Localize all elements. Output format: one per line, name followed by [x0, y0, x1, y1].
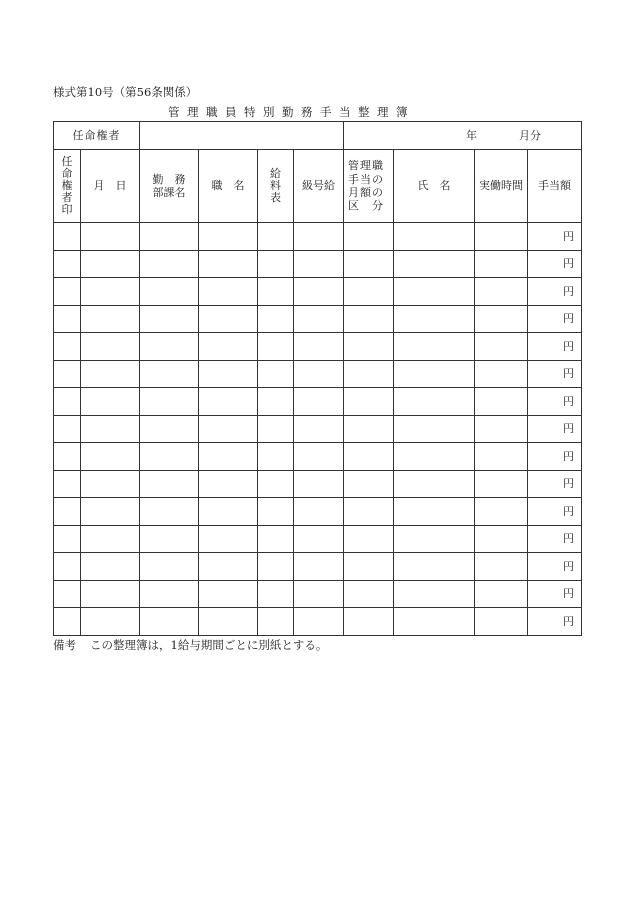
- salary-table-cell[interactable]: [258, 305, 294, 333]
- actual-hours-cell[interactable]: [475, 498, 528, 526]
- actual-hours-cell[interactable]: [475, 223, 528, 251]
- date-cell[interactable]: [81, 360, 140, 388]
- salary-table-cell[interactable]: [258, 525, 294, 553]
- mgmt-line-1: 管理職: [348, 159, 384, 173]
- allowance-amount-cell[interactable]: 円: [528, 250, 582, 278]
- date-cell[interactable]: [81, 305, 140, 333]
- name-cell[interactable]: [394, 470, 475, 498]
- table-row: [54, 250, 582, 278]
- position-cell[interactable]: [199, 525, 258, 553]
- date-cell[interactable]: [81, 333, 140, 361]
- col-header-grade: 級号給: [294, 150, 344, 223]
- department-cell[interactable]: [140, 443, 199, 471]
- department-cell[interactable]: [140, 553, 199, 581]
- period-field[interactable]: [344, 122, 582, 150]
- allowance-ledger-table: [53, 121, 582, 636]
- grade-cell[interactable]: [294, 525, 344, 553]
- grade-cell[interactable]: [294, 333, 344, 361]
- allowance-amount-cell[interactable]: 円: [528, 553, 582, 581]
- grade-cell[interactable]: [294, 388, 344, 416]
- position-cell[interactable]: [199, 580, 258, 608]
- allowance-amount-cell[interactable]: 円: [528, 415, 582, 443]
- salary-table-cell[interactable]: [258, 278, 294, 306]
- mgmt-allowance-cell[interactable]: [344, 278, 394, 306]
- mgmt-allowance-cell[interactable]: [344, 470, 394, 498]
- allowance-amount-cell[interactable]: 円: [528, 388, 582, 416]
- seal-cell[interactable]: [54, 333, 81, 361]
- table-row: [54, 333, 582, 361]
- grade-cell[interactable]: [294, 580, 344, 608]
- seal-cell[interactable]: [54, 470, 81, 498]
- allowance-amount-cell[interactable]: 円: [528, 223, 582, 251]
- position-cell[interactable]: [199, 388, 258, 416]
- grade-cell[interactable]: [294, 305, 344, 333]
- actual-hours-cell[interactable]: [475, 305, 528, 333]
- position-cell[interactable]: [199, 305, 258, 333]
- col-header-position: 職 名: [199, 150, 258, 223]
- actual-hours-cell[interactable]: [475, 360, 528, 388]
- name-cell[interactable]: [394, 360, 475, 388]
- table-row: [54, 443, 582, 471]
- position-cell[interactable]: [199, 223, 258, 251]
- name-cell[interactable]: [394, 250, 475, 278]
- salary-table-cell[interactable]: [258, 443, 294, 471]
- mgmt-line-2: 手当の: [348, 172, 384, 186]
- mgmt-line-3: 月額の: [348, 186, 384, 199]
- column-header-row: [54, 150, 582, 223]
- department-cell[interactable]: [140, 470, 199, 498]
- seal-cell[interactable]: [54, 553, 81, 581]
- table-row: [54, 360, 582, 388]
- department-cell[interactable]: [140, 333, 199, 361]
- date-cell[interactable]: [81, 608, 140, 636]
- table-row: [54, 415, 582, 443]
- appointer-field[interactable]: [140, 122, 344, 150]
- actual-hours-cell[interactable]: [475, 388, 528, 416]
- name-cell[interactable]: [394, 580, 475, 608]
- name-cell[interactable]: [394, 443, 475, 471]
- seal-cell[interactable]: [54, 608, 81, 636]
- remarks-text: この整理簿は，1給与期間ごとに別紙とする。: [90, 638, 328, 652]
- name-cell[interactable]: [394, 553, 475, 581]
- grade-cell[interactable]: [294, 553, 344, 581]
- department-cell[interactable]: [140, 360, 199, 388]
- salary-table-cell[interactable]: [258, 498, 294, 526]
- allowance-amount-cell[interactable]: 円: [528, 443, 582, 471]
- salary-table-cell[interactable]: [258, 333, 294, 361]
- allowance-amount-cell[interactable]: 円: [528, 580, 582, 608]
- name-cell[interactable]: [394, 223, 475, 251]
- date-cell[interactable]: [81, 498, 140, 526]
- name-cell[interactable]: [394, 498, 475, 526]
- col-header-salary-table: 給料表: [258, 150, 294, 223]
- actual-hours-cell[interactable]: [475, 250, 528, 278]
- date-cell[interactable]: [81, 278, 140, 306]
- seal-cell[interactable]: [54, 388, 81, 416]
- date-cell[interactable]: [81, 223, 140, 251]
- allowance-amount-cell[interactable]: 円: [528, 470, 582, 498]
- salary-table-cell[interactable]: [258, 250, 294, 278]
- allowance-amount-cell[interactable]: 円: [528, 333, 582, 361]
- table-row: [54, 553, 582, 581]
- remarks: [53, 637, 327, 653]
- name-cell[interactable]: [394, 388, 475, 416]
- appointer-label: 任命権者: [54, 122, 140, 150]
- salary-table-cell[interactable]: [258, 580, 294, 608]
- seal-cell[interactable]: [54, 278, 81, 306]
- date-cell[interactable]: [81, 580, 140, 608]
- department-cell[interactable]: [140, 223, 199, 251]
- grade-cell[interactable]: [294, 250, 344, 278]
- date-cell[interactable]: [81, 443, 140, 471]
- col-header-actual-hours: 実働時間: [475, 150, 528, 223]
- position-cell[interactable]: [199, 250, 258, 278]
- col-header-seal: 任命権者印: [54, 150, 81, 223]
- department-cell[interactable]: [140, 305, 199, 333]
- grade-cell[interactable]: [294, 360, 344, 388]
- grade-cell[interactable]: [294, 470, 344, 498]
- seal-cell[interactable]: [54, 250, 81, 278]
- actual-hours-cell[interactable]: [475, 333, 528, 361]
- mgmt-allowance-cell[interactable]: [344, 223, 394, 251]
- grade-cell[interactable]: [294, 443, 344, 471]
- name-cell[interactable]: [394, 278, 475, 306]
- grade-cell[interactable]: [294, 498, 344, 526]
- mgmt-allowance-cell[interactable]: [344, 305, 394, 333]
- department-cell[interactable]: [140, 250, 199, 278]
- table-row: [54, 278, 582, 306]
- seal-cell[interactable]: [54, 415, 81, 443]
- department-cell[interactable]: [140, 388, 199, 416]
- position-cell[interactable]: [199, 278, 258, 306]
- form-number: 様式第10号（第56条関係）: [53, 85, 198, 99]
- position-cell[interactable]: [199, 553, 258, 581]
- mgmt-allowance-cell[interactable]: [344, 525, 394, 553]
- table-row: [54, 470, 582, 498]
- salary-table-cell[interactable]: [258, 470, 294, 498]
- remarks-label: 備考: [53, 638, 76, 652]
- actual-hours-cell[interactable]: [475, 608, 528, 636]
- seal-cell[interactable]: [54, 443, 81, 471]
- allowance-amount-cell[interactable]: 円: [528, 608, 582, 636]
- department-cell[interactable]: [140, 580, 199, 608]
- mgmt-allowance-cell[interactable]: [344, 415, 394, 443]
- form-title: 管理職員特別勤務手当整理簿: [168, 105, 415, 119]
- period-month-label: 月分: [519, 128, 541, 142]
- mgmt-allowance-cell[interactable]: [344, 388, 394, 416]
- col-header-date: 月 日: [81, 150, 140, 223]
- name-cell[interactable]: [394, 333, 475, 361]
- name-cell[interactable]: [394, 608, 475, 636]
- salary-table-cell[interactable]: [258, 223, 294, 251]
- date-cell[interactable]: [81, 415, 140, 443]
- date-cell[interactable]: [81, 470, 140, 498]
- ledger-body: [54, 223, 582, 636]
- grade-cell[interactable]: [294, 223, 344, 251]
- position-cell[interactable]: [199, 333, 258, 361]
- date-cell[interactable]: [81, 525, 140, 553]
- mgmt-allowance-cell[interactable]: [344, 580, 394, 608]
- col-header-allowance-amount: 手当額: [528, 150, 582, 223]
- mgmt-allowance-cell[interactable]: [344, 250, 394, 278]
- salary-table-cell[interactable]: [258, 360, 294, 388]
- seal-cell[interactable]: [54, 223, 81, 251]
- table-row: [54, 525, 582, 553]
- table-row: [54, 580, 582, 608]
- actual-hours-cell[interactable]: [475, 278, 528, 306]
- actual-hours-cell[interactable]: [475, 580, 528, 608]
- department-cell[interactable]: [140, 498, 199, 526]
- allowance-amount-cell[interactable]: 円: [528, 498, 582, 526]
- position-cell[interactable]: [199, 498, 258, 526]
- seal-cell[interactable]: [54, 305, 81, 333]
- position-cell[interactable]: [199, 470, 258, 498]
- table-row: [54, 223, 582, 251]
- grade-cell[interactable]: [294, 415, 344, 443]
- table-row: [54, 608, 582, 636]
- col-header-mgmt-allowance: [344, 150, 394, 223]
- department-cell[interactable]: [140, 278, 199, 306]
- seal-cell[interactable]: [54, 498, 81, 526]
- period-year-label: 年: [466, 128, 477, 142]
- date-cell[interactable]: [81, 553, 140, 581]
- col-header-name: 氏 名: [394, 150, 475, 223]
- mgmt-allowance-cell[interactable]: [344, 608, 394, 636]
- allowance-amount-cell[interactable]: 円: [528, 525, 582, 553]
- mgmt-line-4: 区 分: [348, 199, 384, 213]
- actual-hours-cell[interactable]: [475, 470, 528, 498]
- actual-hours-cell[interactable]: [475, 443, 528, 471]
- actual-hours-cell[interactable]: [475, 415, 528, 443]
- name-cell[interactable]: [394, 525, 475, 553]
- col-header-department-line2: 部課名: [152, 186, 186, 199]
- salary-table-cell[interactable]: [258, 608, 294, 636]
- mgmt-allowance-cell[interactable]: [344, 443, 394, 471]
- allowance-amount-cell[interactable]: 円: [528, 360, 582, 388]
- mgmt-allowance-cell[interactable]: [344, 333, 394, 361]
- allowance-amount-cell[interactable]: 円: [528, 305, 582, 333]
- actual-hours-cell[interactable]: [475, 525, 528, 553]
- table-row: [54, 388, 582, 416]
- allowance-amount-cell[interactable]: 円: [528, 278, 582, 306]
- actual-hours-cell[interactable]: [475, 553, 528, 581]
- position-cell[interactable]: [199, 415, 258, 443]
- salary-table-cell[interactable]: [258, 415, 294, 443]
- salary-table-cell[interactable]: [258, 553, 294, 581]
- col-header-department: [140, 150, 199, 223]
- mgmt-allowance-cell[interactable]: [344, 498, 394, 526]
- department-cell[interactable]: [140, 525, 199, 553]
- date-cell[interactable]: [81, 250, 140, 278]
- position-cell[interactable]: [199, 443, 258, 471]
- name-cell[interactable]: [394, 305, 475, 333]
- salary-table-cell[interactable]: [258, 388, 294, 416]
- col-header-department-line1: 勤 務: [152, 172, 186, 186]
- seal-cell[interactable]: [54, 360, 81, 388]
- department-cell[interactable]: [140, 415, 199, 443]
- header-row-appointer: [54, 122, 582, 150]
- grade-cell[interactable]: [294, 278, 344, 306]
- date-cell[interactable]: [81, 388, 140, 416]
- position-cell[interactable]: [199, 360, 258, 388]
- mgmt-allowance-cell[interactable]: [344, 360, 394, 388]
- name-cell[interactable]: [394, 415, 475, 443]
- department-cell[interactable]: [140, 608, 199, 636]
- mgmt-allowance-cell[interactable]: [344, 553, 394, 581]
- grade-cell[interactable]: [294, 608, 344, 636]
- table-row: [54, 498, 582, 526]
- table-row: [54, 305, 582, 333]
- seal-cell[interactable]: [54, 525, 81, 553]
- position-cell[interactable]: [199, 608, 258, 636]
- seal-cell[interactable]: [54, 580, 81, 608]
